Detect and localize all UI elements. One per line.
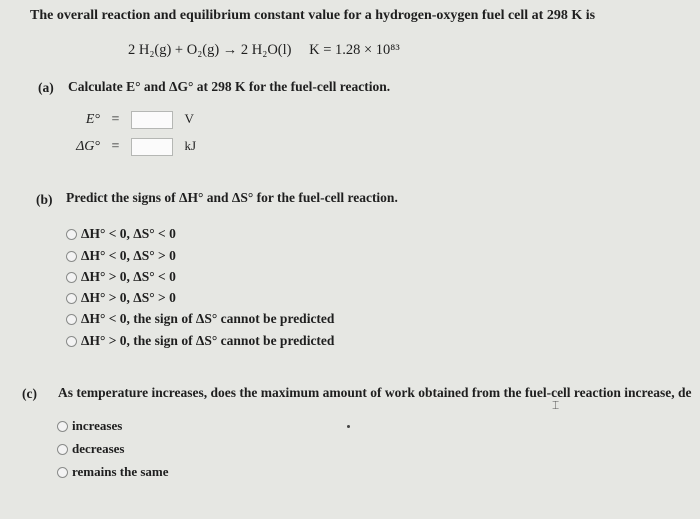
reaction-equation [128, 42, 400, 59]
radio-button[interactable] [66, 293, 77, 304]
option-label: decreases [72, 441, 125, 456]
part-a-label: (a) [38, 80, 54, 95]
radio-button[interactable] [57, 421, 68, 432]
equals-sign: = [111, 139, 120, 155]
radio-button[interactable] [66, 229, 77, 240]
radio-button[interactable] [57, 444, 68, 455]
part-a-question: Calculate E° and ΔG° at 298 K for the fuel-cell reaction. [68, 79, 391, 94]
problem-intro: The overall reaction and equilibrium constant value for a hydrogen-oxygen fuel cell at 298 K is [30, 8, 596, 23]
option-label: increases [72, 418, 123, 433]
stray-dot [347, 425, 350, 428]
part-c-label: (c) [22, 386, 37, 401]
option-b-3[interactable] [66, 269, 176, 285]
option-label: ΔH° < 0, ΔS° < 0 [81, 226, 176, 241]
part-b-label: (b) [36, 192, 53, 207]
option-b-4[interactable] [66, 290, 176, 306]
e-standard-row [56, 111, 194, 129]
equals-sign: = [111, 112, 120, 128]
option-b-1[interactable] [66, 226, 176, 242]
option-b-5[interactable] [66, 311, 334, 327]
delta-g-row [56, 138, 196, 156]
option-b-2[interactable] [66, 248, 176, 264]
option-c-increases[interactable] [57, 418, 122, 434]
part-c-question: As temperature increases, does the maximum amount of work obtained from the fuel-cell reaction increase, de [58, 385, 692, 400]
option-label: ΔH° < 0, the sign of ΔS° cannot be predicted [81, 311, 335, 326]
equation-reaction: 2 H₂(g) + O₂(g) → 2 H₂O(l) [128, 42, 292, 58]
option-c-decreases[interactable] [57, 441, 124, 457]
part-b-question: Predict the signs of ΔH° and ΔS° for the fuel-cell reaction. [66, 190, 398, 205]
radio-button[interactable] [57, 467, 68, 478]
option-label: remains the same [72, 464, 169, 479]
option-label: ΔH° < 0, ΔS° > 0 [81, 248, 176, 263]
option-c-remains-same[interactable] [57, 464, 169, 480]
delta-g-unit: kJ [184, 138, 197, 154]
option-label: ΔH° > 0, ΔS° < 0 [81, 269, 176, 284]
radio-button[interactable] [66, 314, 77, 325]
radio-button[interactable] [66, 336, 77, 347]
option-b-6[interactable] [66, 333, 334, 349]
equilibrium-constant: K = 1.28 × 10⁸³ [309, 42, 400, 58]
radio-button[interactable] [66, 272, 77, 283]
e-standard-symbol: E° [85, 112, 100, 128]
option-label: ΔH° > 0, the sign of ΔS° cannot be predicted [81, 333, 335, 348]
e-standard-unit: V [184, 111, 194, 127]
option-label: ΔH° > 0, ΔS° > 0 [81, 290, 176, 305]
delta-g-symbol: ΔG° [76, 139, 100, 155]
e-standard-input[interactable] [131, 111, 173, 129]
delta-g-input[interactable] [131, 138, 173, 156]
radio-button[interactable] [66, 251, 77, 262]
text-cursor-icon: ⌶ [552, 398, 560, 412]
